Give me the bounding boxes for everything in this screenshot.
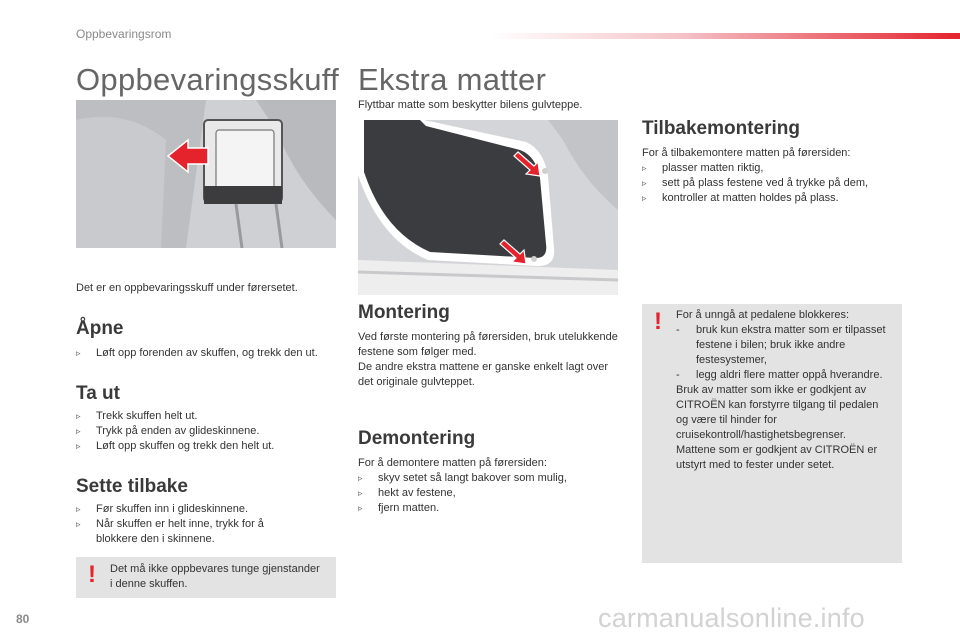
- header-accent-line: [490, 33, 960, 39]
- drawer-photo: [76, 100, 336, 248]
- mats-warning-box: [642, 304, 902, 563]
- refit-steps: [76, 502, 306, 547]
- list-item: ▹ kontroller at matten holdes på plass.: [642, 191, 912, 206]
- list-item: ▹ Trekk skuffen helt ut.: [76, 409, 346, 424]
- removal-intro: For å demontere matten på førersiden:: [358, 457, 547, 469]
- remove-heading: Ta ut: [76, 383, 120, 404]
- page-number: 80: [16, 612, 30, 626]
- floor-mat-illustration: [358, 120, 618, 295]
- fitting-heading: Montering: [358, 302, 450, 323]
- mats-warning-list: [676, 323, 892, 383]
- refitting-intro: For å tilbakemontere matten på førersiden:: [642, 147, 851, 159]
- list-item: - bruk kun ekstra matter som er tilpasset festene i bilen; bruk ikke andre festesystemer,: [676, 323, 892, 368]
- mats-warning-text: Bruk av matter som ikke er godkjent av CITROËN kan forstyrre tilgang til pedalen og være til hinder for cruisekontroll/hastighetsbegrenser. Mattene som er godkjent av CITROËN er utstyrt med to fester under setet.: [676, 384, 879, 471]
- list-item: ▹ skyv setet så langt bakover som mulig,: [358, 471, 618, 486]
- watermark: carmanualsonline.info: [598, 603, 865, 633]
- mats-warning-intro: For å unngå at pedalene blokkeres:: [676, 309, 850, 321]
- drawer-illustration: [76, 100, 336, 248]
- refitting-heading: Tilbakemontering: [642, 118, 801, 139]
- warning-icon: !: [88, 561, 96, 588]
- list-item: ▹ sett på plass festene ved å trykke på dem,: [642, 176, 912, 191]
- list-item: ▹ plasser matten riktig,: [642, 161, 912, 176]
- drawer-warning-text: Det må ikke oppbevares tunge gjenstander i denne skuffen.: [110, 563, 320, 590]
- remove-steps: [76, 409, 346, 454]
- open-heading: Åpne: [76, 318, 124, 339]
- list-item: ▹ Løft opp skuffen og trekk den helt ut.: [76, 439, 346, 454]
- mats-title: Ekstra matter: [358, 62, 547, 97]
- list-item: ▹ Når skuffen er helt inne, trykk for å blokkere den i skinnene.: [76, 517, 306, 547]
- drawer-title: Oppbevaringsskuff: [76, 62, 340, 97]
- removal-steps: [358, 471, 618, 516]
- list-item: ▹ hekt av festene,: [358, 486, 618, 501]
- list-item: ▹ fjern matten.: [358, 501, 618, 516]
- list-item: - legg aldri flere matter oppå hverandre.: [676, 368, 892, 383]
- floor-mat-photo: [358, 120, 618, 295]
- drawer-warning-box: [76, 557, 336, 598]
- mats-intro: Flyttbar matte som beskytter bilens gulvteppe.: [358, 99, 583, 111]
- drawer-caption: Det er en oppbevaringsskuff under førersetet.: [76, 282, 298, 294]
- removal-heading: Demontering: [358, 428, 476, 449]
- fitting-text: Ved første montering på førersiden, bruk utelukkende festene som følger med. De andre ekstra mattene er ganske enkelt lagt over det originale gulvteppet.: [358, 331, 618, 388]
- refit-heading: Sette tilbake: [76, 476, 188, 497]
- section-label: Oppbevaringsrom: [76, 27, 172, 41]
- warning-icon: !: [654, 308, 662, 335]
- list-item: ▹ Før skuffen inn i glideskinnene.: [76, 502, 306, 517]
- list-item: ▹ Trykk på enden av glideskinnene.: [76, 424, 346, 439]
- list-item: ▹ Løft opp forenden av skuffen, og trekk den ut.: [76, 346, 346, 361]
- refitting-steps: [642, 161, 912, 206]
- open-steps: [76, 346, 346, 361]
- mats-warning-content: [676, 308, 892, 473]
